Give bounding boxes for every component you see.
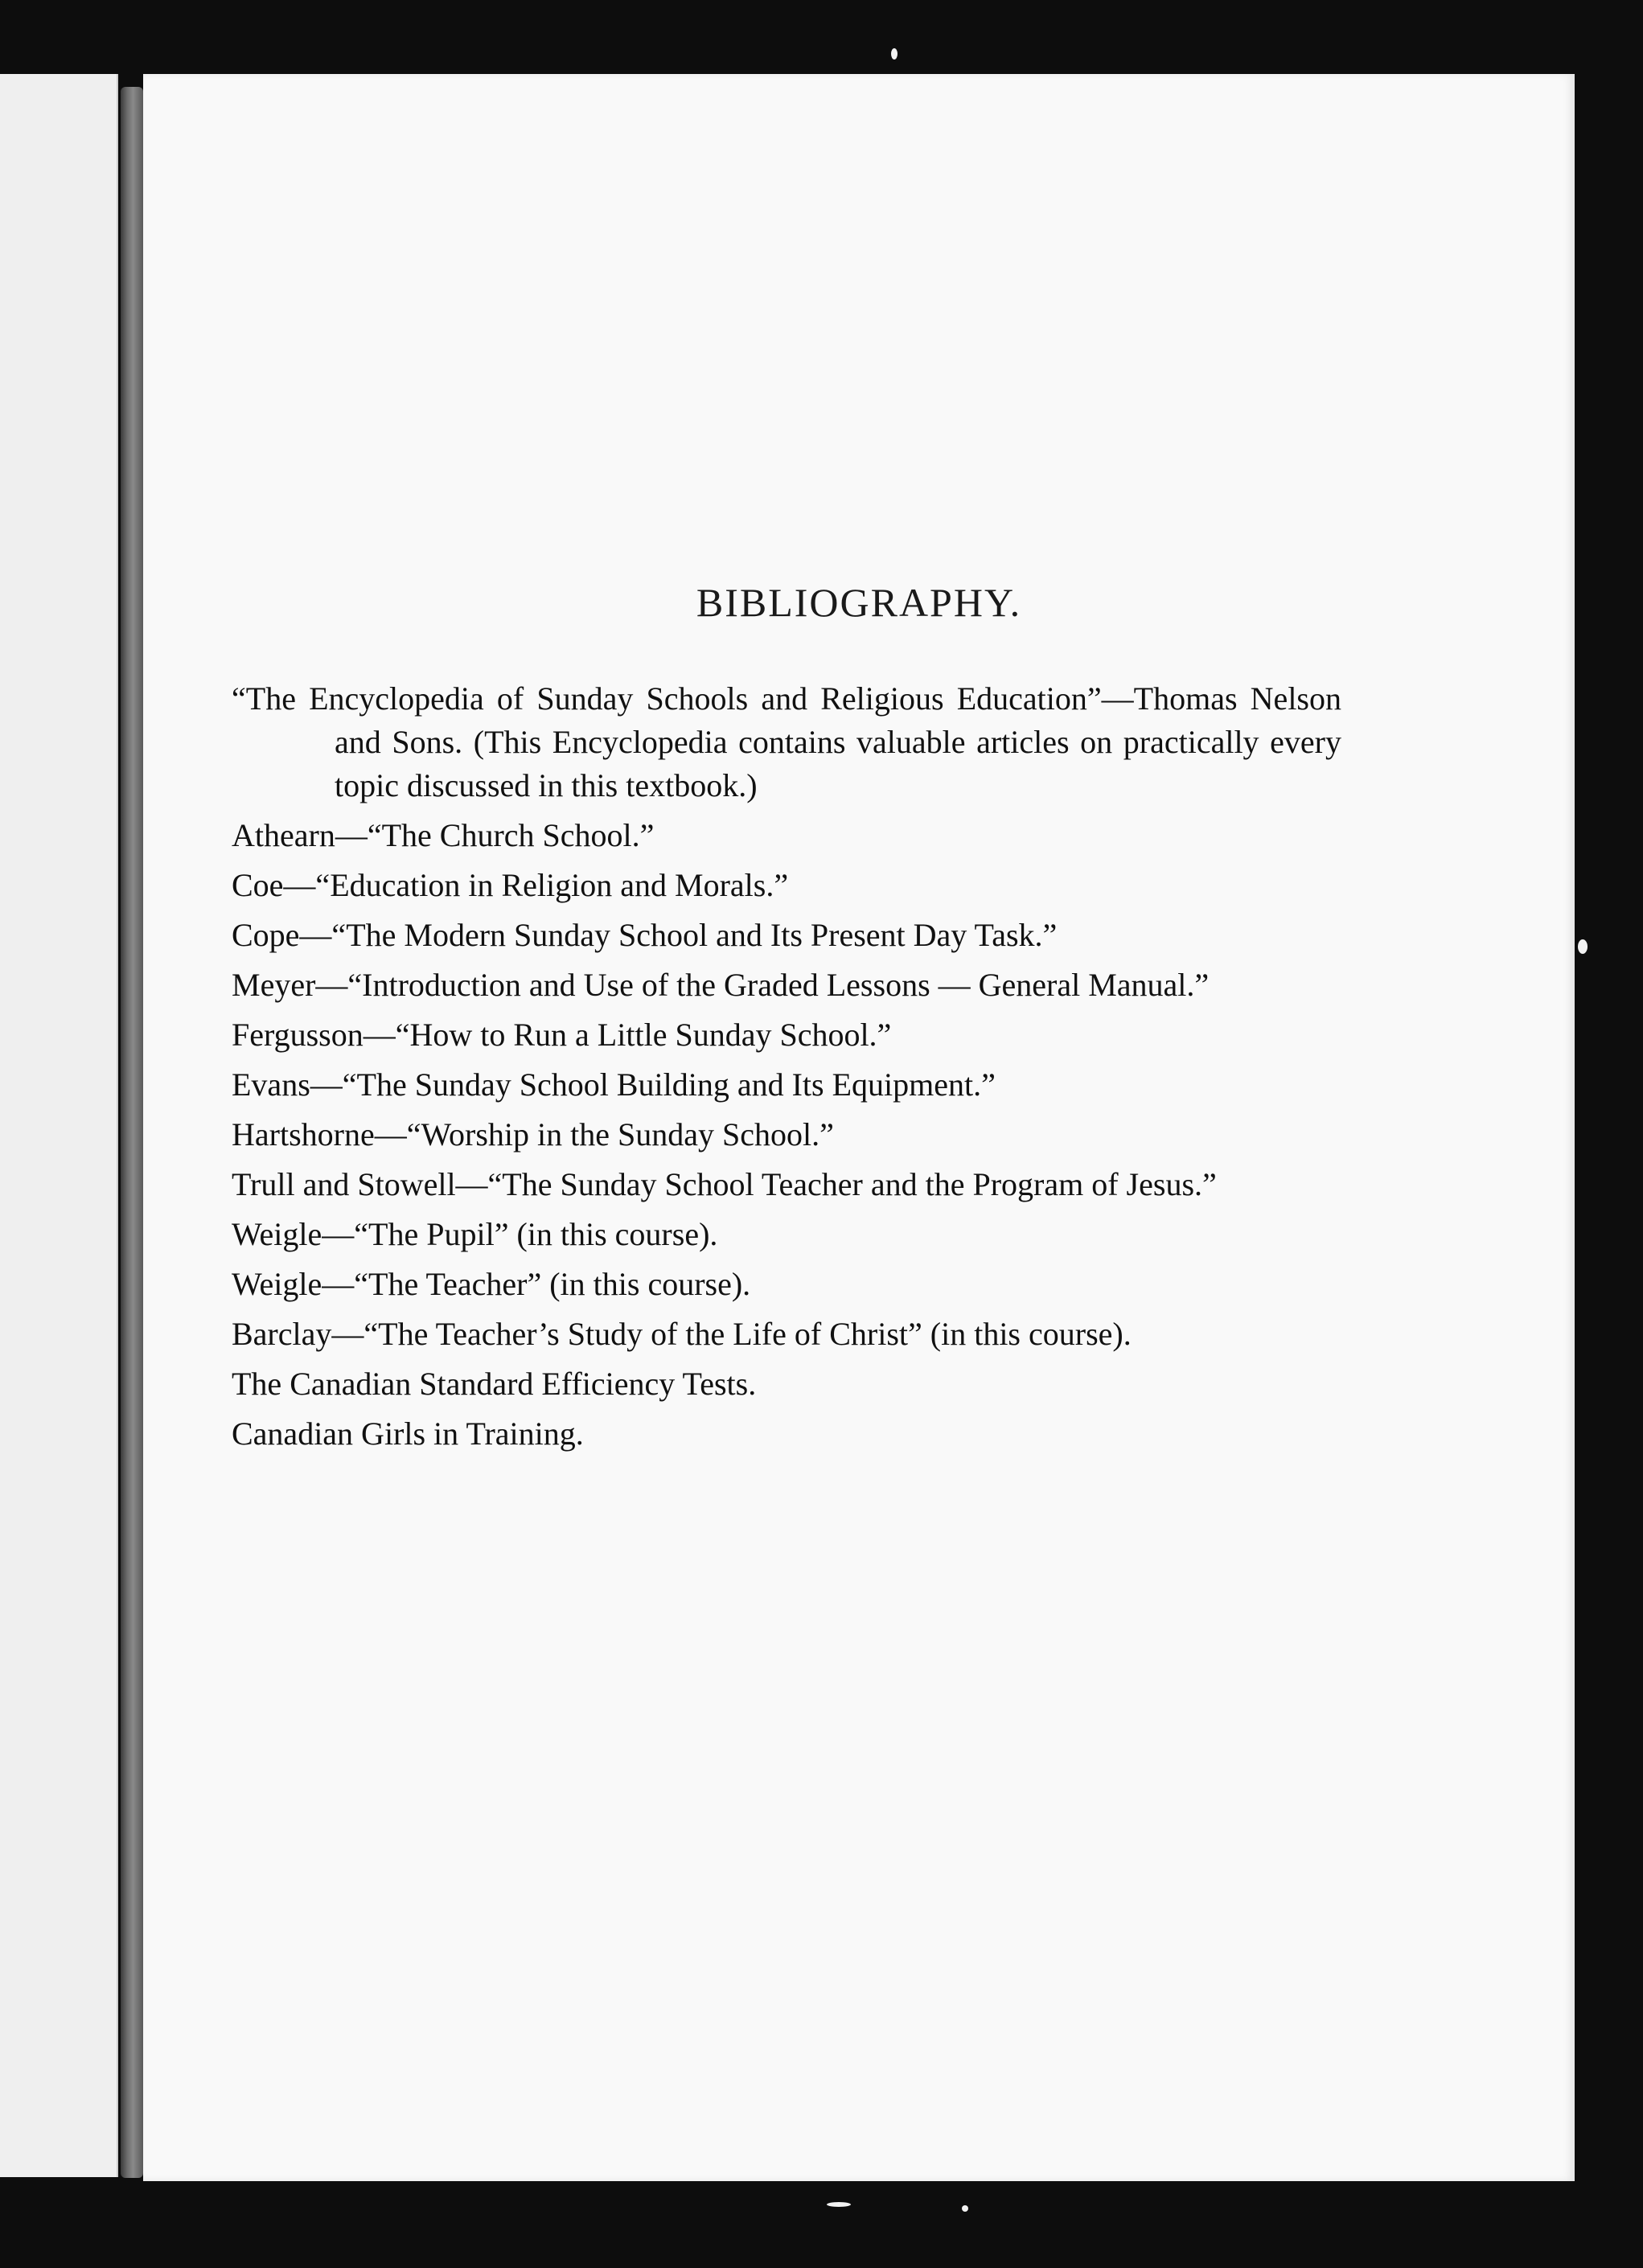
- page-title: BIBLIOGRAPHY.: [696, 580, 1022, 625]
- scan-speck: [1578, 939, 1588, 954]
- bibliography-entry: Canadian Girls in Training.: [232, 1415, 584, 1452]
- bibliography-entry: Weigle—“The Teacher” (in this course).: [232, 1266, 751, 1302]
- bibliography-entry: Weigle—“The Pupil” (in this course).: [232, 1216, 718, 1252]
- bibliography-entry: Barclay—“The Teacher’s Study of the Life of Christ” (in this course).: [232, 1316, 1132, 1352]
- scan-speck: [891, 48, 897, 60]
- book-spine: [121, 87, 143, 2178]
- bibliography-list: [232, 677, 1341, 1462]
- bibliography-entry: Coe—“Education in Religion and Morals.”: [232, 867, 789, 903]
- bibliography-entry: Trull and Stowell—“The Sunday School Teacher and the Program of Jesus.”: [232, 1166, 1217, 1202]
- facing-page-edge: [0, 74, 118, 2177]
- bibliography-entry: Hartshorne—“Worship in the Sunday School.”: [232, 1116, 834, 1152]
- scan-speck: [827, 2202, 851, 2207]
- bibliography-entry: Fergusson—“How to Run a Little Sunday School.”: [232, 1017, 892, 1053]
- book-page: [143, 74, 1575, 2181]
- bibliography-entry: Meyer—“Introduction and Use of the Graded Lessons — General Manual.”: [232, 967, 1210, 1003]
- bibliography-entry: The Canadian Standard Efficiency Tests.: [232, 1366, 757, 1402]
- bibliography-entry: Athearn—“The Church School.”: [232, 817, 655, 853]
- bibliography-entry: Evans—“The Sunday School Building and Its Equipment.”: [232, 1066, 996, 1103]
- bibliography-entry: Cope—“The Modern Sunday School and Its Present Day Task.”: [232, 917, 1058, 953]
- scan-speck: [962, 2205, 968, 2212]
- bibliography-entry: “The Encyclopedia of Sunday Schools and Religious Education”—Thomas Nelson and Sons. (This Encyclopedia contains valuable articles on practically every topic discussed in this textbook.): [232, 680, 1341, 803]
